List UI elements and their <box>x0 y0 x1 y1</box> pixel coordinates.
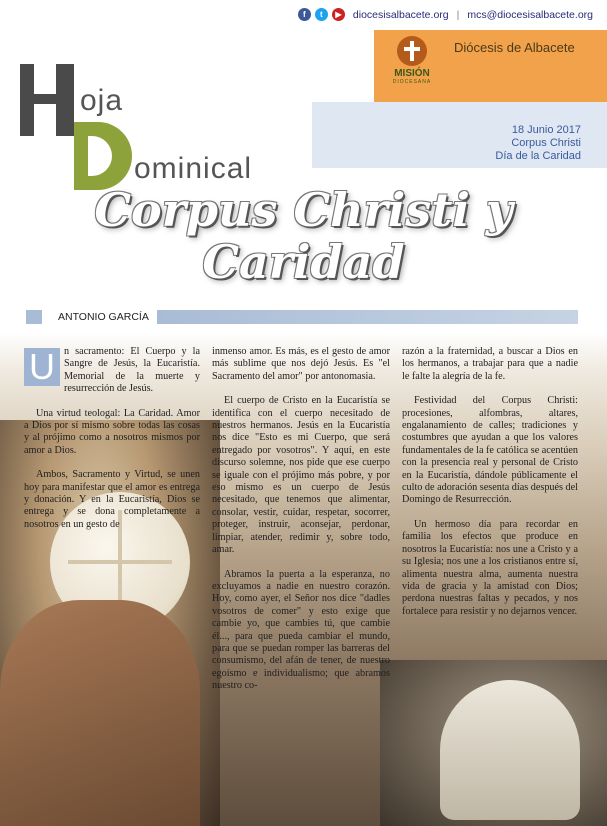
twitter-icon[interactable]: t <box>315 8 328 21</box>
cross-globe-icon <box>397 36 427 66</box>
website-link[interactable]: diocesisalbacete.org <box>352 8 449 21</box>
top-contact-bar <box>298 8 593 21</box>
paragraph: Un hermoso día para recordar en familia los efectos que produce en nosotros la Eucaristía: nos une a Cristo y a su Iglesia; nos une a los cristianos entre sí, alimenta nuestra alma, aumenta nuestra vida de gracia y la amistad con Dios; perdona nuestras faltas y pecados, y nos fortalece para resistir y no dejarnos vencer. <box>402 518 578 617</box>
masthead-word-ominical: ominical <box>134 152 253 185</box>
issue-feast: Corpus Christi <box>511 137 581 149</box>
paragraph: Festividad del Corpus Christi: procesiones, alfombras, altares, engalanamiento de calles; tradiciones y costumbres que ayudan a que los valores fundamentales de la fe católica se acentúen con la presencia real y personal de Cristo en la Eucaristía, dándole públicamente el culto de adoración sesenta días después del Domingo de Resurrección. <box>402 395 578 506</box>
paragraph: razón a la fraternidad, a buscar a Dios en los hermanos, a trabajar para que a nadie le falte la alegría de la fe. <box>402 346 578 382</box>
drop-cap: U <box>24 348 60 386</box>
paragraph: Abramos la puerta a la esperanza, no excluyamos a nadie en nuestro corazón. Hoy, como ayer, el Señor nos dice "dadles vosotros de comer" y esto exige que cambie yo, que cambies tú, que cambie él..., para que pueda cambiar el mundo, para que se puedan romper las barreras del consumismo, del afán de tener, de nuestro egoísmo e individualismo; que abramos nuestro co- <box>212 568 390 692</box>
issue-info <box>495 124 581 163</box>
mision-label: MISIÓN <box>394 68 430 79</box>
diocese-banner <box>374 30 607 102</box>
paragraph: U n sacramento: El Cuerpo y la Sangre de Jesús, la Eucaristía. Memorial de la muerte y resurrección de Jesús. <box>24 346 200 396</box>
author-marker <box>26 310 42 324</box>
paragraph: inmenso amor. Es más, es el gesto de amor más sublime que nos dejó Jesús. Es "el Sacramento del amor" por antonomasia. <box>212 346 390 382</box>
article-column-2 <box>212 346 390 705</box>
paragraph: Una virtud teologal: La Caridad. Amor a Dios por sí mismo sobre todas las cosas y al prójimo como a nosotros mismos por amor a Dios. <box>24 407 200 456</box>
separator: | <box>456 8 460 21</box>
author-bar <box>26 310 578 324</box>
article-column-3 <box>402 346 578 630</box>
mision-sub: DIOCESANA <box>392 79 432 85</box>
facebook-icon[interactable]: f <box>298 8 311 21</box>
issue-day: Día de la Caridad <box>495 150 581 162</box>
author-rule <box>157 310 578 324</box>
organization-name: Diócesis de Albacete <box>454 40 575 55</box>
author-name: ANTONIO GARCÍA <box>58 311 149 323</box>
letter-h-logo <box>20 64 74 136</box>
issue-date: 18 Junio 2017 <box>511 124 581 136</box>
mision-logo <box>384 36 440 96</box>
article-title: Corpus Christi y Caridad <box>94 183 513 289</box>
email-link[interactable]: mcs@diocesisalbacete.org <box>467 8 593 21</box>
nun-veil-image <box>440 680 580 820</box>
masthead-word-oja: oja <box>80 84 124 117</box>
paragraph: Ambos, Sacramento y Virtud, se unen hoy para manifestar que el amor es entrega y donación. Y en la Eucaristía, Dios se entrega y se dona completamente a nosotros en un gesto de <box>24 469 200 530</box>
paragraph: El cuerpo de Cristo en la Eucaristía se identifica con el cuerpo necesitado de nuestros hermanos. Jesús en la Eucaristía nos dice "Esto es mi Cuerpo, que será entregado por vosotros". Y aquí, en este discurso solemne, nos pide que ese cuerpo se iguale con el prójimo más pobre, y por eso mismo es un cuerpo de Jesús necesitado, que tenemos que alimentar, consolar, vestir, cuidar, respetar, socorrer, proteger, instruir, aconsejar, perdonar, limpiar, atender, redimir y, sobre todo, amar. <box>212 395 390 556</box>
hands-image <box>0 600 200 826</box>
youtube-icon[interactable]: ▶ <box>332 8 345 21</box>
article-column-1 <box>24 346 200 543</box>
